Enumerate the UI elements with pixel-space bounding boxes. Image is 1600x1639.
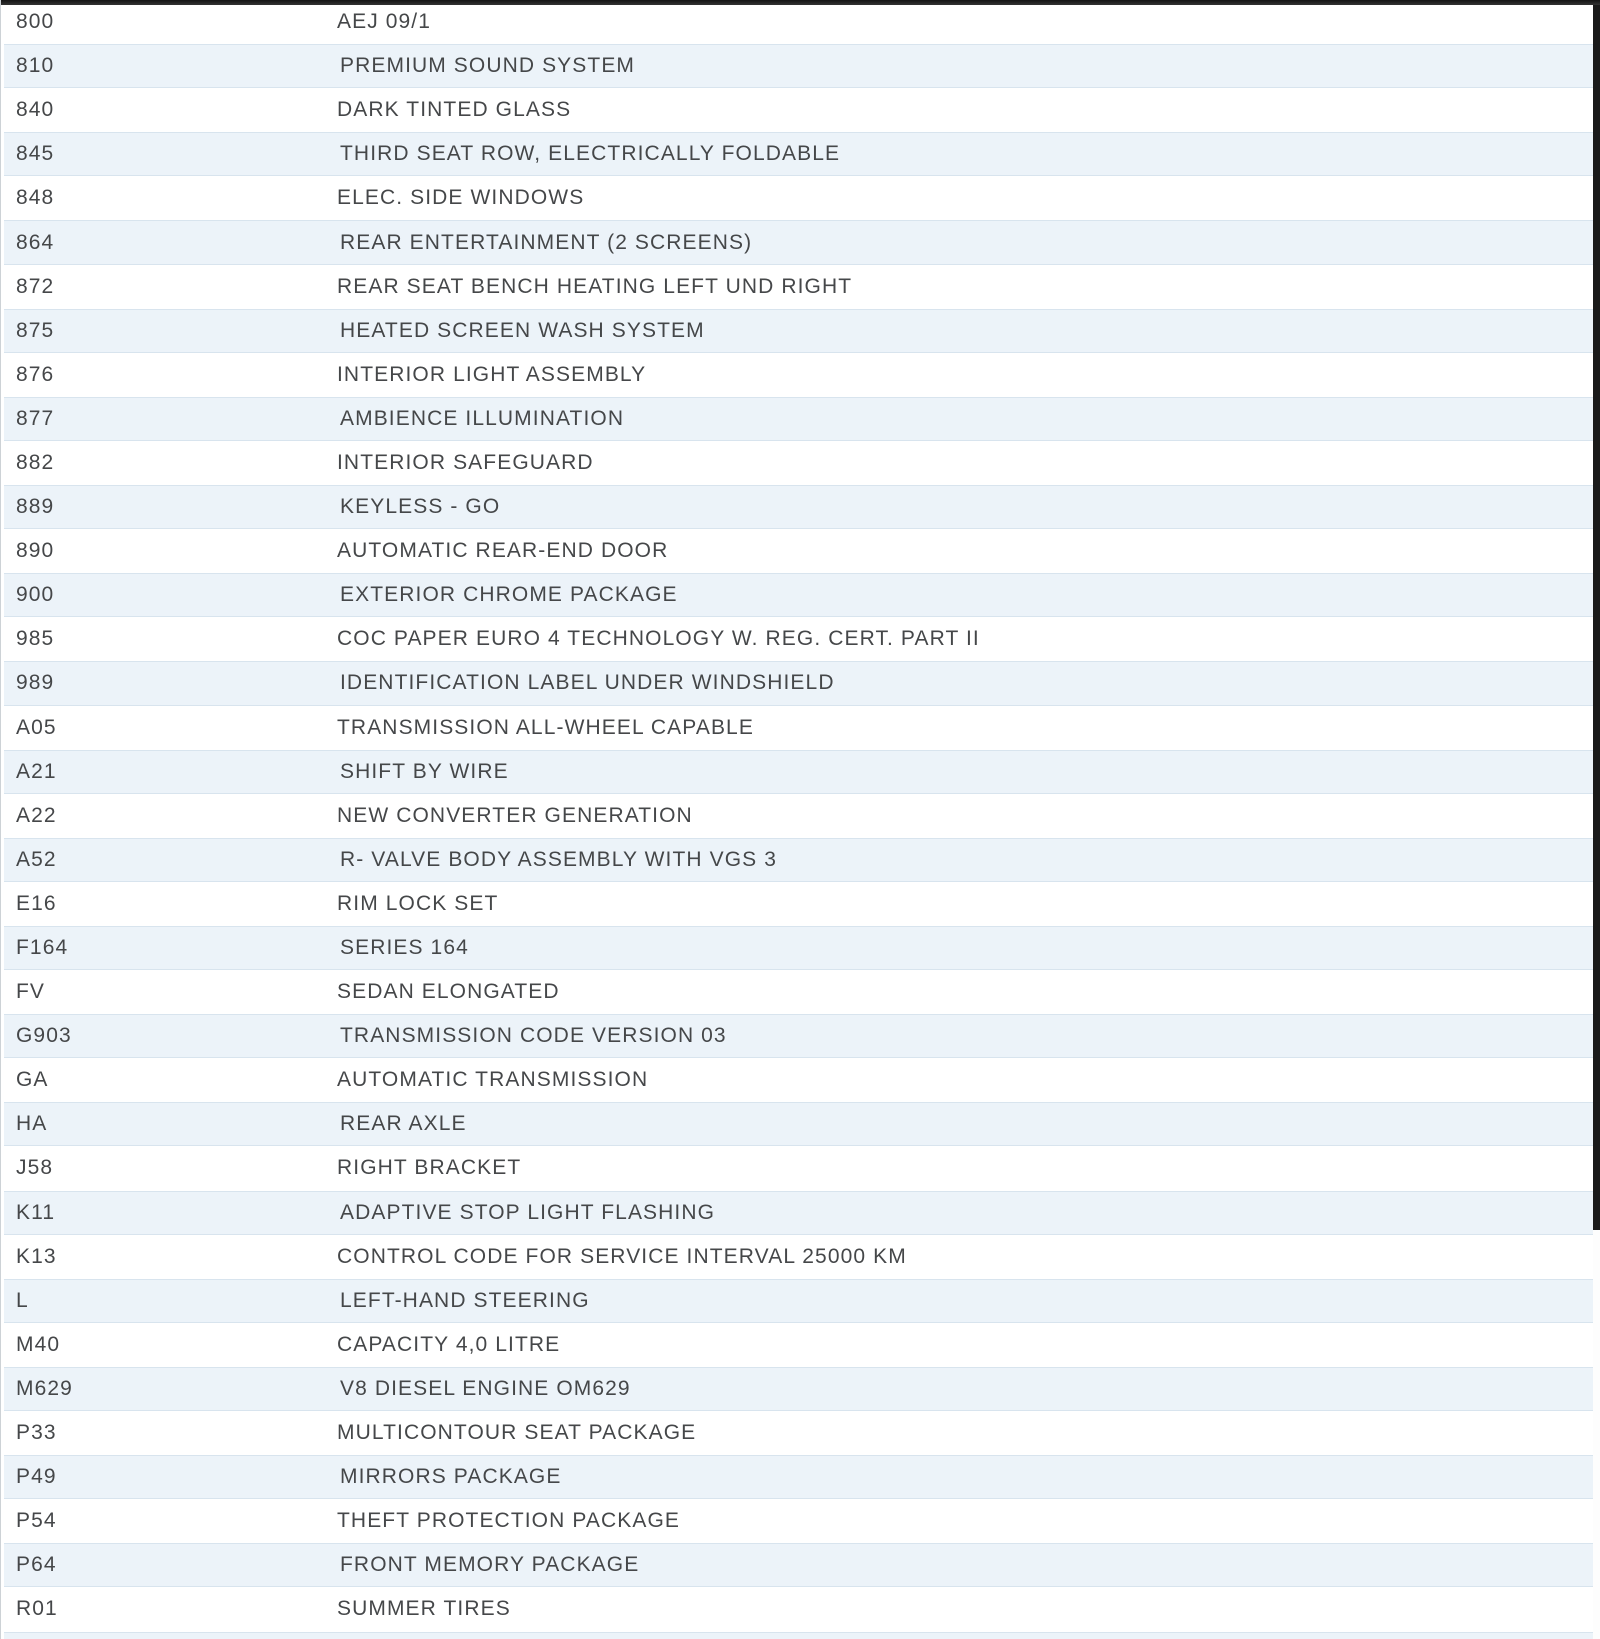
equipment-codes-table [1,0,1593,1631]
option-description: REAR AXLE [340,1112,467,1136]
option-description: ADAPTIVE STOP LIGHT FLASHING [340,1200,716,1224]
option-code: FV [16,980,46,1004]
option-description: LEFT-HAND STEERING [340,1288,590,1312]
option-description: THIRD SEAT ROW, ELECTRICALLY FOLDABLE [340,142,841,166]
option-description: REAR ENTERTAINMENT (2 SCREENS) [340,230,753,254]
option-code: A52 [16,847,57,871]
top-border [1,0,1600,5]
scrollbar-thumb[interactable] [1593,0,1600,1230]
option-description: SUMMER TIRES [337,1597,511,1621]
option-code: GA [16,1068,49,1092]
table-row [1,706,1593,750]
option-code: 840 [16,98,55,122]
table-row [1,441,1593,485]
table-row [4,750,1593,794]
option-description: MIRRORS PACKAGE [340,1465,562,1489]
option-code: 877 [16,406,55,430]
table-row [1,970,1593,1014]
option-code: 848 [16,186,55,210]
table-row [4,44,1593,88]
option-description: COC PAPER EURO 4 TECHNOLOGY W. REG. CERT. PART II [337,627,980,651]
option-code: A21 [16,759,57,783]
option-description: THEFT PROTECTION PACKAGE [337,1509,680,1533]
option-code: 900 [16,583,55,607]
option-code: P33 [16,1421,57,1445]
table-row [4,1543,1593,1587]
option-code: A05 [16,715,57,739]
option-code: 872 [16,274,55,298]
option-description: EXTERIOR CHROME PACKAGE [340,583,678,607]
option-description: AUTOMATIC TRANSMISSION [337,1068,649,1092]
option-code: 889 [16,495,55,519]
option-description: V8 DIESEL ENGINE OM629 [340,1376,631,1400]
option-description: SEDAN ELONGATED [337,980,560,1004]
option-description: R- VALVE BODY ASSEMBLY WITH VGS 3 [340,847,777,871]
option-code: 875 [16,318,55,342]
table-row [1,1587,1593,1631]
option-description: PREMIUM SOUND SYSTEM [340,54,636,78]
table-row [4,1191,1593,1235]
table-row [4,1367,1593,1411]
table-row [4,1102,1593,1146]
option-code: 989 [16,671,55,695]
option-description: AUTOMATIC REAR-END DOOR [337,539,669,563]
option-code: 800 [16,10,55,34]
table-row [1,176,1593,220]
scrollbar[interactable] [1593,0,1600,1639]
option-description: NEW CONVERTER GENERATION [337,803,693,827]
option-code: P64 [16,1553,57,1577]
option-description: ELEC. SIDE WINDOWS [337,186,585,210]
table-row [1,353,1593,397]
option-description: CONTROL CODE FOR SERVICE INTERVAL 25000 KM [337,1244,907,1268]
option-code: M40 [16,1332,61,1356]
table-row [4,1279,1593,1323]
option-code: K13 [16,1244,57,1268]
table-row [1,0,1593,44]
table-row [4,397,1593,441]
table-row [1,265,1593,309]
option-description: SHIFT BY WIRE [340,759,509,783]
option-description: TRANSMISSION ALL-WHEEL CAPABLE [337,715,754,739]
option-code: E16 [16,891,57,915]
option-description: REAR SEAT BENCH HEATING LEFT UND RIGHT [337,274,853,298]
table-row [4,220,1593,264]
table-row [1,794,1593,838]
table-row [4,838,1593,882]
option-code: HA [16,1112,48,1136]
option-code: 864 [16,230,55,254]
table-row [1,529,1593,573]
option-code: 985 [16,627,55,651]
option-description: TRANSMISSION CODE VERSION 03 [340,1024,727,1048]
table-row [4,1455,1593,1499]
option-description: HEATED SCREEN WASH SYSTEM [340,318,705,342]
table-row [4,485,1593,529]
option-code: F164 [16,936,69,960]
option-description: AMBIENCE ILLUMINATION [340,406,625,430]
option-code: P54 [16,1509,57,1533]
table-row [1,882,1593,926]
table-row [4,926,1593,970]
table-row [4,573,1593,617]
option-description: RIM LOCK SET [337,891,499,915]
option-code: 882 [16,450,55,474]
table-row [1,1235,1593,1279]
partial-row [4,1632,1593,1639]
table-row [1,1323,1593,1367]
option-code: J58 [16,1156,54,1180]
option-code: P49 [16,1465,57,1489]
table-row [1,1146,1593,1190]
option-description: INTERIOR SAFEGUARD [337,450,594,474]
option-code: R01 [16,1597,58,1621]
option-code: K11 [16,1200,56,1224]
table-row [1,1058,1593,1102]
option-code: A22 [16,803,57,827]
option-description: IDENTIFICATION LABEL UNDER WINDSHIELD [340,671,835,695]
table-row [4,132,1593,176]
option-description: KEYLESS - GO [340,495,501,519]
option-description: RIGHT BRACKET [337,1156,522,1180]
table-row [4,1014,1593,1058]
option-description: INTERIOR LIGHT ASSEMBLY [337,362,647,386]
option-description: DARK TINTED GLASS [337,98,572,122]
table-row [1,88,1593,132]
option-description: AEJ 09/1 [337,10,432,34]
table-row [4,661,1593,705]
option-description: CAPACITY 4,0 LITRE [337,1332,561,1356]
option-code: 876 [16,362,55,386]
option-code: G903 [16,1024,72,1048]
option-code: 845 [16,142,55,166]
option-description: SERIES 164 [340,936,469,960]
option-description: FRONT MEMORY PACKAGE [340,1553,640,1577]
table-row [4,309,1593,353]
option-code: L [16,1288,29,1312]
option-code: 810 [16,54,55,78]
option-code: 890 [16,539,55,563]
table-row [1,1411,1593,1455]
table-row [1,617,1593,661]
option-code: M629 [16,1376,73,1400]
option-description: MULTICONTOUR SEAT PACKAGE [337,1421,697,1445]
table-row [1,1499,1593,1543]
